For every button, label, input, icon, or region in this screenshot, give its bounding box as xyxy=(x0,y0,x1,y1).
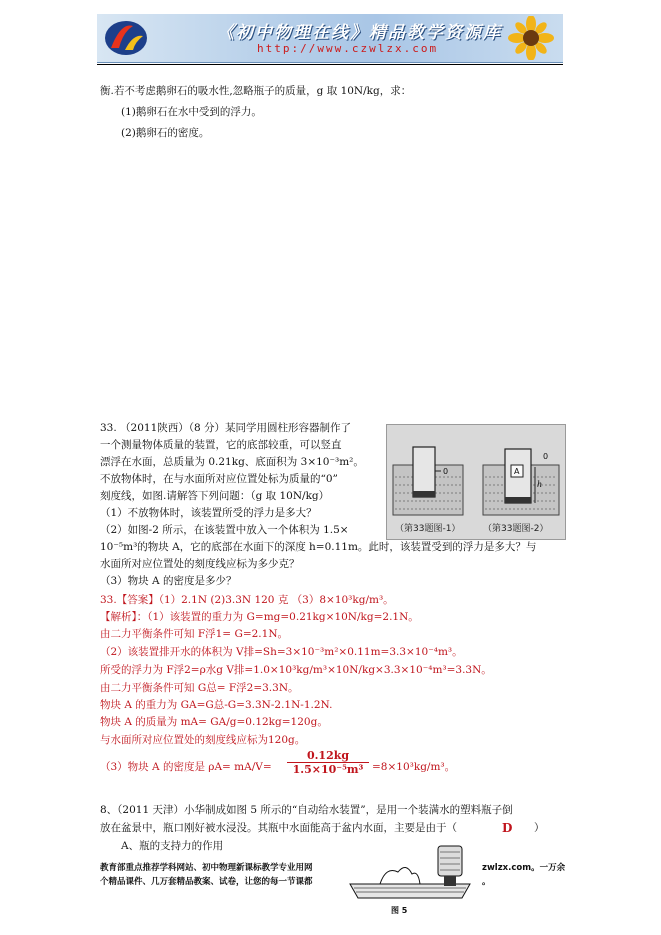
answer-line-4: （2）该装置排开水的体积为 V排=Sh=3×10⁻³m²×0.11m=3.3×10⁻⁴m³。 xyxy=(100,646,463,658)
site-logo-icon xyxy=(103,18,149,58)
figure5-label: 图 5 xyxy=(391,906,408,915)
answer-line-3: 由二力平衡条件可知 F浮1= G=2.1N。 xyxy=(100,628,289,640)
problem33-line-8: 10⁻⁵m³的物块 A，它的底部在水面下的深度 h=0.11m。此时，该装置受到的浮力是多大？与 xyxy=(100,541,537,553)
problem33-line-6: （1）不放物体时，该装置所受的浮力是多大？ xyxy=(100,507,317,519)
answer-line-8: 物块 A 的质量为 mA= GA/g=0.12kg=120g。 xyxy=(100,716,328,728)
answer-line-2: 【解析】：（1）该装置的重力为 G=mg=0.21kg×10N/kg=2.1N。 xyxy=(100,611,419,623)
figure2-caption: （第33题图-2） xyxy=(483,524,549,534)
problem33-line-4: 不放物体时，在与水面所对应位置处标为质量的“0” xyxy=(100,473,338,485)
prev-problem-line: 衡.若不考虑鹅卵石的吸水性,忽略瓶子的质量，g 取 10N/kg，求： xyxy=(100,85,412,97)
problem33-line-5: 刻度线，如图.请解答下列问题：（g 取 10N/kg） xyxy=(100,490,330,502)
density-numerator: 0.12kg xyxy=(306,749,350,762)
problem33-line-10: （3）物块 A 的密度是多少？ xyxy=(100,575,237,587)
header-banner xyxy=(97,14,563,63)
problem8-line-1: 8、（2011 天津）小华制成如图 5 所示的“自动给水装置”，是用一个装满水的塑料瓶子倒 xyxy=(100,804,513,816)
problem8-line-2: 放在盆景中，瓶口刚好被水浸没。其瓶中水面能高于盆内水面，主要是由于（ xyxy=(100,822,457,834)
problem8-option-a: A、瓶的支持力的作用 xyxy=(121,840,224,852)
sunflower-icon xyxy=(501,16,557,60)
figure1-zero-label: 0 xyxy=(443,467,449,476)
answer-line-6: 由二力平衡条件可知 G总= F浮2=3.3N。 xyxy=(100,682,299,694)
density-result: =8×10³kg/m³。 xyxy=(372,761,456,773)
problem33-line-1: 33. （2011陕西）（8 分）某同学用圆柱形容器制作了 xyxy=(100,422,352,434)
density-denominator: 1.5×10⁻⁵m³ xyxy=(292,763,364,776)
figure1-caption: （第33题图-1） xyxy=(395,524,461,534)
figure2-block-label: A xyxy=(514,467,520,476)
header-rule xyxy=(97,64,563,65)
density-fraction xyxy=(287,749,369,776)
answer-line-7: 物块 A 的重力为 GA=G总-G=3.3N-2.1N-1.2N. xyxy=(100,699,333,711)
footer-right-2: 。 xyxy=(482,877,491,887)
problem33-line-9: 水面所对应位置处的刻度线应标为多少克？ xyxy=(100,558,300,570)
problem8-close-paren: ） xyxy=(534,822,545,834)
answer-line-5: 所受的浮力为 F浮2=ρ水g V排=1.0×10³kg/m³×10N/kg×3.3×10⁻⁴m³=3.3N。 xyxy=(100,664,492,676)
footer-right-1: zwlzx.com。一万余 xyxy=(482,863,566,873)
watering-device-icon xyxy=(340,842,482,904)
header-title: 《初中物理在线》精品教学资源库 xyxy=(217,23,502,43)
problem33-figure xyxy=(386,424,566,540)
answer-line-1: 33.【答案】（1）2.1N (2)3.3N 120 克 （3）8×10³kg/m³。 xyxy=(100,594,394,606)
problem8-answer: D xyxy=(502,821,513,835)
answer-line-9: 与水面所对应位置处的刻度线应标为120g。 xyxy=(100,734,306,746)
figure2-depth-label: h xyxy=(537,480,543,489)
prev-question-2: (2)鹅卵石的密度。 xyxy=(121,127,210,139)
container-diagram-icon xyxy=(387,425,565,539)
problem33-line-2: 一个测量物体质量的装置，它的底部较重，可以竖直 xyxy=(100,439,342,451)
footer-line-1: 教育部重点推荐学科网站、初中物理新课标教学专业用网 xyxy=(100,863,313,873)
header-url[interactable]: http://www.czwlzx.com xyxy=(257,42,439,55)
problem33-line-7: （2）如图-2 所示，在该装置中放入一个体积为 1.5× xyxy=(100,524,349,536)
problem33-line-3: 漂浮在水面，总质量为 0.21kg、底面积为 3×10⁻³m²。 xyxy=(100,456,364,468)
footer-line-2: 个精品课件、几万套精品教案、试卷，让您的每一节课都 xyxy=(100,877,313,887)
density-prefix: （3）物块 A 的密度是 ρA= mA/V= xyxy=(100,761,272,773)
prev-question-1: (1)鹅卵石在水中受到的浮力。 xyxy=(121,106,262,118)
figure2-zero-label: 0 xyxy=(543,452,549,461)
